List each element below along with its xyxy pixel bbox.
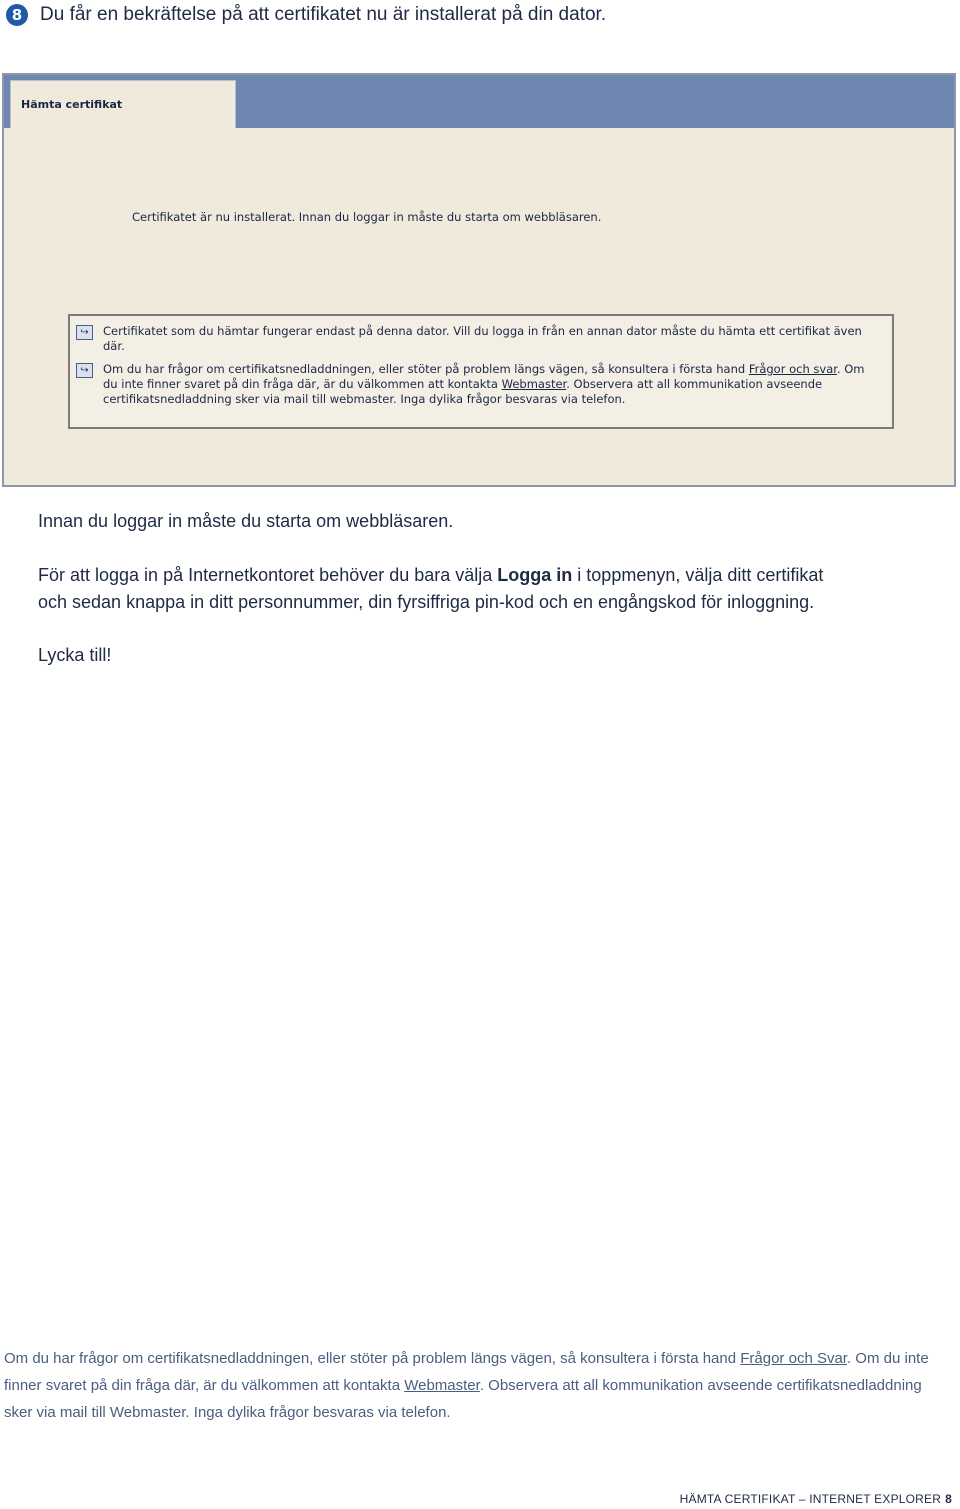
footer-label: HÄMTA CERTIFIKAT – INTERNET EXPLORER bbox=[679, 1492, 942, 1506]
page-number: 8 bbox=[945, 1492, 952, 1506]
text-part: . Om du inte finner svaret på din fråga där, är du välkommen att kontakta bbox=[4, 1350, 929, 1394]
webmaster-link[interactable]: Webmaster bbox=[404, 1377, 480, 1394]
screenshot-panel bbox=[2, 73, 956, 487]
restart-instruction: Innan du loggar in måste du starta om webbläsaren. bbox=[38, 511, 454, 531]
step-number-badge: 8 bbox=[6, 4, 28, 26]
info-row bbox=[76, 362, 873, 407]
install-confirmation-message: Certifikatet är nu installerat. Innan du loggar in måste du starta om webbläsaren. bbox=[132, 210, 602, 224]
page-footer bbox=[680, 1492, 952, 1506]
tab-label: Hämta certifikat bbox=[21, 98, 123, 111]
text-part: i toppmenyn, välja ditt certifikat bbox=[572, 565, 824, 585]
info-box bbox=[68, 314, 894, 429]
closing-greeting: Lycka till! bbox=[38, 645, 112, 665]
support-note bbox=[4, 1345, 954, 1426]
step-text: Du får en bekräftelse på att certifikatet nu är installerat på din dator. bbox=[40, 4, 607, 25]
step-heading bbox=[6, 4, 606, 26]
info-text bbox=[103, 362, 873, 407]
info-text: Certifikatet som du hämtar fungerar endast på denna dator. Vill du logga in från en annan dator måste du hämta ett certifikat även där. bbox=[103, 324, 862, 353]
faq-link[interactable]: Frågor och svar bbox=[748, 362, 837, 376]
text-part: För att logga in på Internetkontoret behöver du bara välja bbox=[38, 565, 498, 585]
info-arrow-icon: ↪ bbox=[76, 325, 93, 340]
info-arrow-icon: ↪ bbox=[76, 363, 93, 378]
webmaster-link[interactable]: Webmaster bbox=[501, 377, 567, 391]
text-part: . Observera att all kommunikation avseende certifikatsnedladdning sker via mail till Webmaster. Inga dylika frågor besvaras via telefon. bbox=[4, 1377, 922, 1421]
info-text-part: Om du har frågor om certifikatsnedladdningen, eller stöter på problem längs vägen, så konsultera i första hand bbox=[103, 362, 749, 376]
login-instruction-line: och sedan knappa in ditt personnummer, din fyrsiffriga pin-kod och en engångskod för inloggning. bbox=[38, 592, 815, 612]
login-instruction bbox=[38, 562, 938, 616]
info-text-part: . Om du inte finner svaret på din fråga där, är du välkommen att kontakta bbox=[103, 362, 865, 391]
faq-link[interactable]: Frågor och Svar bbox=[740, 1350, 847, 1367]
info-row bbox=[76, 324, 873, 354]
logga-in-emphasis: Logga in bbox=[497, 565, 573, 585]
login-instruction-line bbox=[38, 562, 938, 589]
text-part: Om du har frågor om certifikatsnedladdningen, eller stöter på problem längs vägen, så konsultera i första hand bbox=[4, 1350, 741, 1367]
info-text-part: . Observera att all kommunikation avseende certifikatsnedladdning sker via mail till webmaster. Inga dylika frågor besvaras via telefon. bbox=[103, 377, 823, 406]
tab-hamta-certifikat[interactable] bbox=[10, 80, 236, 128]
